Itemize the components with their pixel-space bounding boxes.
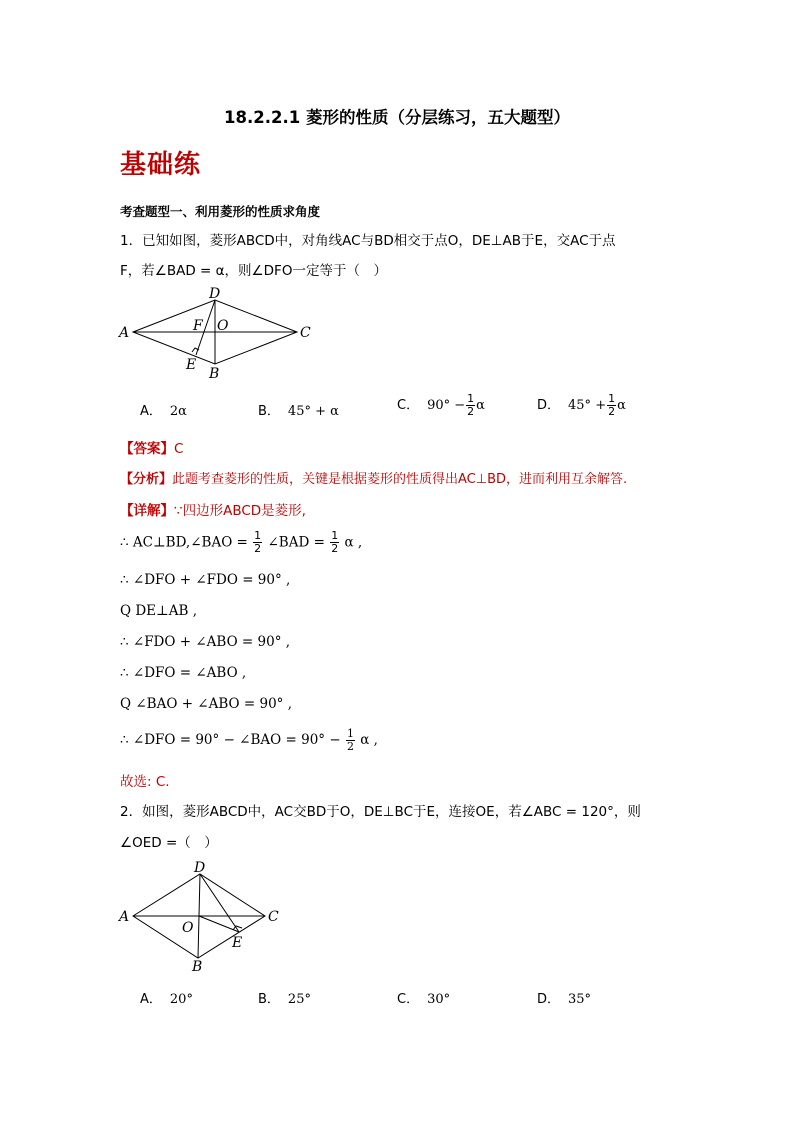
detail-line: 【详解】∵四边形ABCD是菱形, [120,503,306,519]
label-a: A [119,325,130,341]
step-2: ∴ ∠DFO + ∠FDO = 90° , [120,572,291,588]
figure-1 [115,284,325,384]
step-3: Q DE⊥AB , [120,603,197,619]
q1-option-b[interactable]: B． 45° + α [258,404,339,419]
section-heading: 基础练 [120,150,202,180]
label-o-2: O [182,920,194,936]
q1-option-d[interactable]: D． 45° + $\frac{1}{2}$ α [537,392,626,418]
label-e: E [186,357,197,373]
page-title: 18.2.2.1 菱形的性质（分层练习，五大题型） [224,108,570,127]
conclusion-line: 故选: C. [120,774,170,790]
label-c-2: C [268,909,279,925]
label-d-2: D [194,860,206,876]
label-e-2: E [232,935,243,951]
category-heading: 考查题型一、利用菱形的性质求角度 [120,204,321,219]
label-c: C [300,325,311,341]
label-d: D [209,286,221,302]
answer-line: 【答案】C [120,441,184,457]
q1-option-c[interactable]: C． 90° − $\frac{1}{2}$ α [397,392,485,418]
label-b-2: B [192,959,203,975]
analysis-line: 【分析】此题考查菱形的性质，关键是根据菱形的性质得出AC⊥BD，进而利用互余解答. [120,472,628,487]
label-f: F [193,318,203,334]
question-1-line-2: F，若∠BAD = α，则∠DFO一定等于（ ） [120,263,387,279]
q2-option-b[interactable]: B． 25° [258,992,311,1007]
question-1-line-1: 1．已知如图，菱形ABCD中，对角线AC与BD相交于点O，DE⊥AB于E，交AC于点 [120,233,616,249]
step-6: Q ∠BAO + ∠ABO = 90° , [120,696,293,712]
question-2-line-2: ∠OED =（ ） [120,835,218,851]
step-1: ∴ AC⊥BD,∠BAO = $\frac{1}{2}$ ∠BAD = $\frac{1}{2}$ α , [120,529,363,555]
q2-option-a[interactable]: A． 20° [140,992,193,1007]
q2-option-d[interactable]: D． 35° [537,992,592,1007]
step-5: ∴ ∠DFO = ∠ABO , [120,665,247,681]
q1-option-a[interactable]: A． 2α [140,404,187,419]
figure-2 [115,858,295,978]
label-o: O [217,318,229,334]
segment-de-2 [200,874,239,932]
q2-option-c[interactable]: C． 30° [397,992,451,1007]
label-b: B [209,366,220,382]
label-a-2: A [119,909,130,925]
question-2-line-1: 2．如图，菱形ABCD中，AC交BD于O，DE⊥BC于E，连接OE，若∠ABC = 120°，则 [120,804,641,820]
step-4: ∴ ∠FDO + ∠ABO = 90° , [120,634,291,650]
step-7: ∴ ∠DFO = 90° − ∠BAO = 90° − $\frac{1}{2}$ α , [120,727,378,753]
